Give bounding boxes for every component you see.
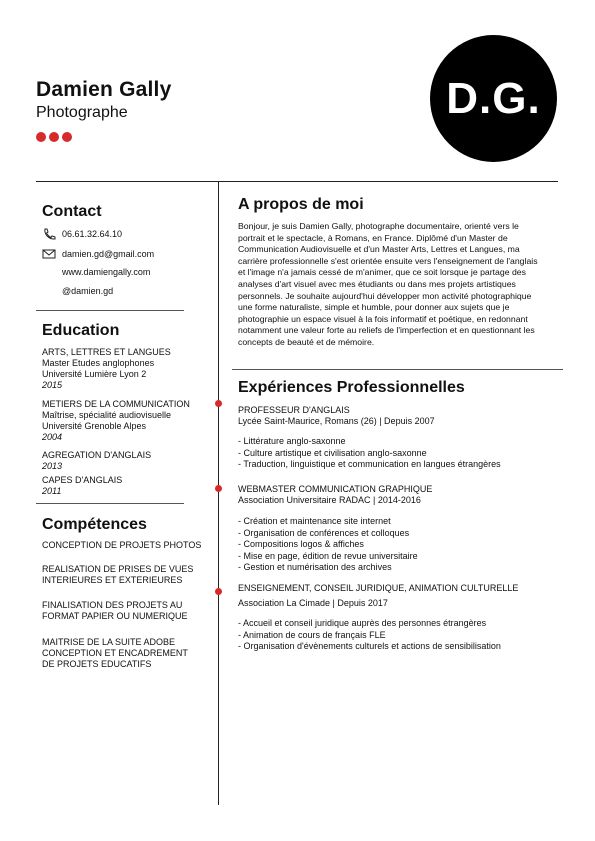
experience-org: Lycée Saint-Maurice, Romans (26) | Depuis 2007 (238, 416, 435, 426)
phone-icon (42, 228, 56, 240)
experience-bullet: - Littérature anglo-saxonne (238, 436, 346, 446)
skill-line: DE PROJETS EDUCATIFS (42, 659, 152, 669)
education-degree: CAPES D'ANGLAIS (42, 475, 123, 485)
contact-handle (42, 286, 113, 296)
skill-line: MAITRISE DE LA SUITE ADOBE (42, 637, 176, 647)
job-title: Photographe (36, 104, 128, 121)
email-link[interactable]: damien.gd@gmail.com (62, 249, 155, 259)
about-text: Bonjour, je suis Damien Gally, photographe documentaire, orienté vers le portrait et le spectacle, à Romans, en France. Diplômé d'un Master de Communication Audiovisuelle et d'un Master Arts, Lettres et Langues, ma carrière professionnelle s'est orientée ensuite vers l'enseignement de l'anglais et l'image n'a jamais cessé de m'animer, que ce soit lorsque je partage des analyses d'art visuel avec mes étudiants ou dans mes projets artistiques personnels. Je souhaite aujourd'hui développer mon activité photographique une forme naturaliste, simple et humble, pour donner aux sujets que je photographie un espace visuel à la fois informatif et poétique, en redonnant notamment une valeur forte au reliefs de l'imperfection et en questionnant les concepts de beauté et de mémoire. (238, 221, 538, 347)
timeline-marker (215, 400, 222, 407)
skill-item (42, 540, 201, 551)
mail-icon (42, 248, 56, 260)
experience-bullet: - Organisation d'évènements culturels et actions de sensibilisation (238, 641, 501, 651)
about-heading: A propos de moi (238, 196, 364, 213)
experience-bullets (238, 436, 501, 471)
education-year: 2011 (42, 486, 62, 496)
education-degree: METIERS DE LA COMMUNICATION (42, 399, 190, 409)
contact-website (42, 267, 150, 277)
timeline-marker (215, 485, 222, 492)
experience-org: Association La Cimade | Depuis 2017 (238, 598, 388, 608)
social-handle[interactable]: @damien.gd (62, 286, 114, 296)
education-year: 2015 (42, 380, 63, 390)
education-degree: AGREGATION D'ANGLAIS (42, 450, 152, 460)
education-item (42, 347, 171, 391)
skill-line: FINALISATION DES PROJETS AU (42, 600, 183, 610)
accent-dot (36, 132, 46, 142)
monogram-badge: D.G. (430, 35, 557, 162)
skill-line: CONCEPTION ET ENCADREMENT (42, 648, 188, 658)
experience-bullet: - Création et maintenance site internet (238, 516, 391, 526)
education-heading: Education (42, 322, 120, 339)
person-name: Damien Gally (36, 78, 172, 101)
skill-line: FORMAT PAPIER OU NUMERIQUE (42, 611, 188, 621)
education-item (42, 399, 190, 443)
accent-dot (62, 132, 72, 142)
experience-bullet: - Traduction, linguistique et communication en langues étrangères (238, 459, 501, 469)
education-year: 2004 (42, 432, 63, 442)
experience-org: Association Universitaire RADAC | 2014-2016 (238, 495, 421, 505)
contact-heading: Contact (42, 203, 102, 220)
section-divider (232, 369, 563, 370)
education-detail: Master Etudes anglophones (42, 358, 155, 368)
skill-line: REALISATION DE PRISES DE VUES (42, 564, 194, 574)
skill-item (42, 637, 188, 670)
experience-bullet: - Culture artistique et civilisation anglo-saxonne (238, 447, 427, 458)
accent-dot (49, 132, 59, 142)
experience-bullets (238, 516, 418, 574)
education-year: 2013 (42, 461, 63, 471)
experience-bullets (238, 618, 501, 653)
section-divider (36, 503, 184, 504)
timeline-marker (215, 588, 222, 595)
header-divider (36, 181, 558, 182)
experience-heading: Expériences Professionnelles (238, 379, 465, 396)
experience-role: PROFESSEUR D'ANGLAIS (238, 405, 350, 415)
website-link[interactable]: www.damiengally.com (62, 267, 151, 277)
experience-role: ENSEIGNEMENT, CONSEIL JURIDIQUE, ANIMATION CULTURELLE (238, 583, 519, 593)
contact-email (42, 248, 154, 260)
experience-bullet: - Compositions logos & affiches (238, 539, 364, 549)
education-item (42, 450, 151, 472)
experience-bullet: - Gestion et numérisation des archives (238, 562, 392, 572)
column-divider (218, 181, 219, 805)
education-detail: Maîtrise, spécialité audiovisuelle (42, 410, 172, 420)
experience-bullet: - Mise en page, édition de revue universitaire (238, 550, 418, 561)
accent-dots (36, 132, 72, 142)
education-degree: ARTS, LETTRES ET LANGUES (42, 347, 171, 357)
experience-role: WEBMASTER COMMUNICATION GRAPHIQUE (238, 484, 433, 494)
skills-heading: Compétences (42, 516, 147, 533)
experience-bullet: - Animation de cours de français FLE (238, 629, 386, 640)
education-item (42, 475, 122, 497)
experience-bullet: - Organisation de conférences et colloques (238, 527, 410, 538)
skill-item (42, 600, 188, 622)
education-school: Université Lumière Lyon 2 (42, 369, 147, 379)
experience-bullet: - Accueil et conseil juridique auprès des personnes étrangères (238, 618, 487, 628)
section-divider (36, 310, 184, 311)
skill-line: INTERIEURES ET EXTERIEURES (42, 575, 183, 585)
phone-number: 06.61.32.64.10 (62, 229, 123, 239)
skill-line: CONCEPTION DE PROJETS PHOTOS (42, 540, 202, 550)
education-school: Université Grenoble Alpes (42, 421, 147, 431)
skill-item (42, 564, 193, 586)
contact-phone (42, 228, 122, 240)
